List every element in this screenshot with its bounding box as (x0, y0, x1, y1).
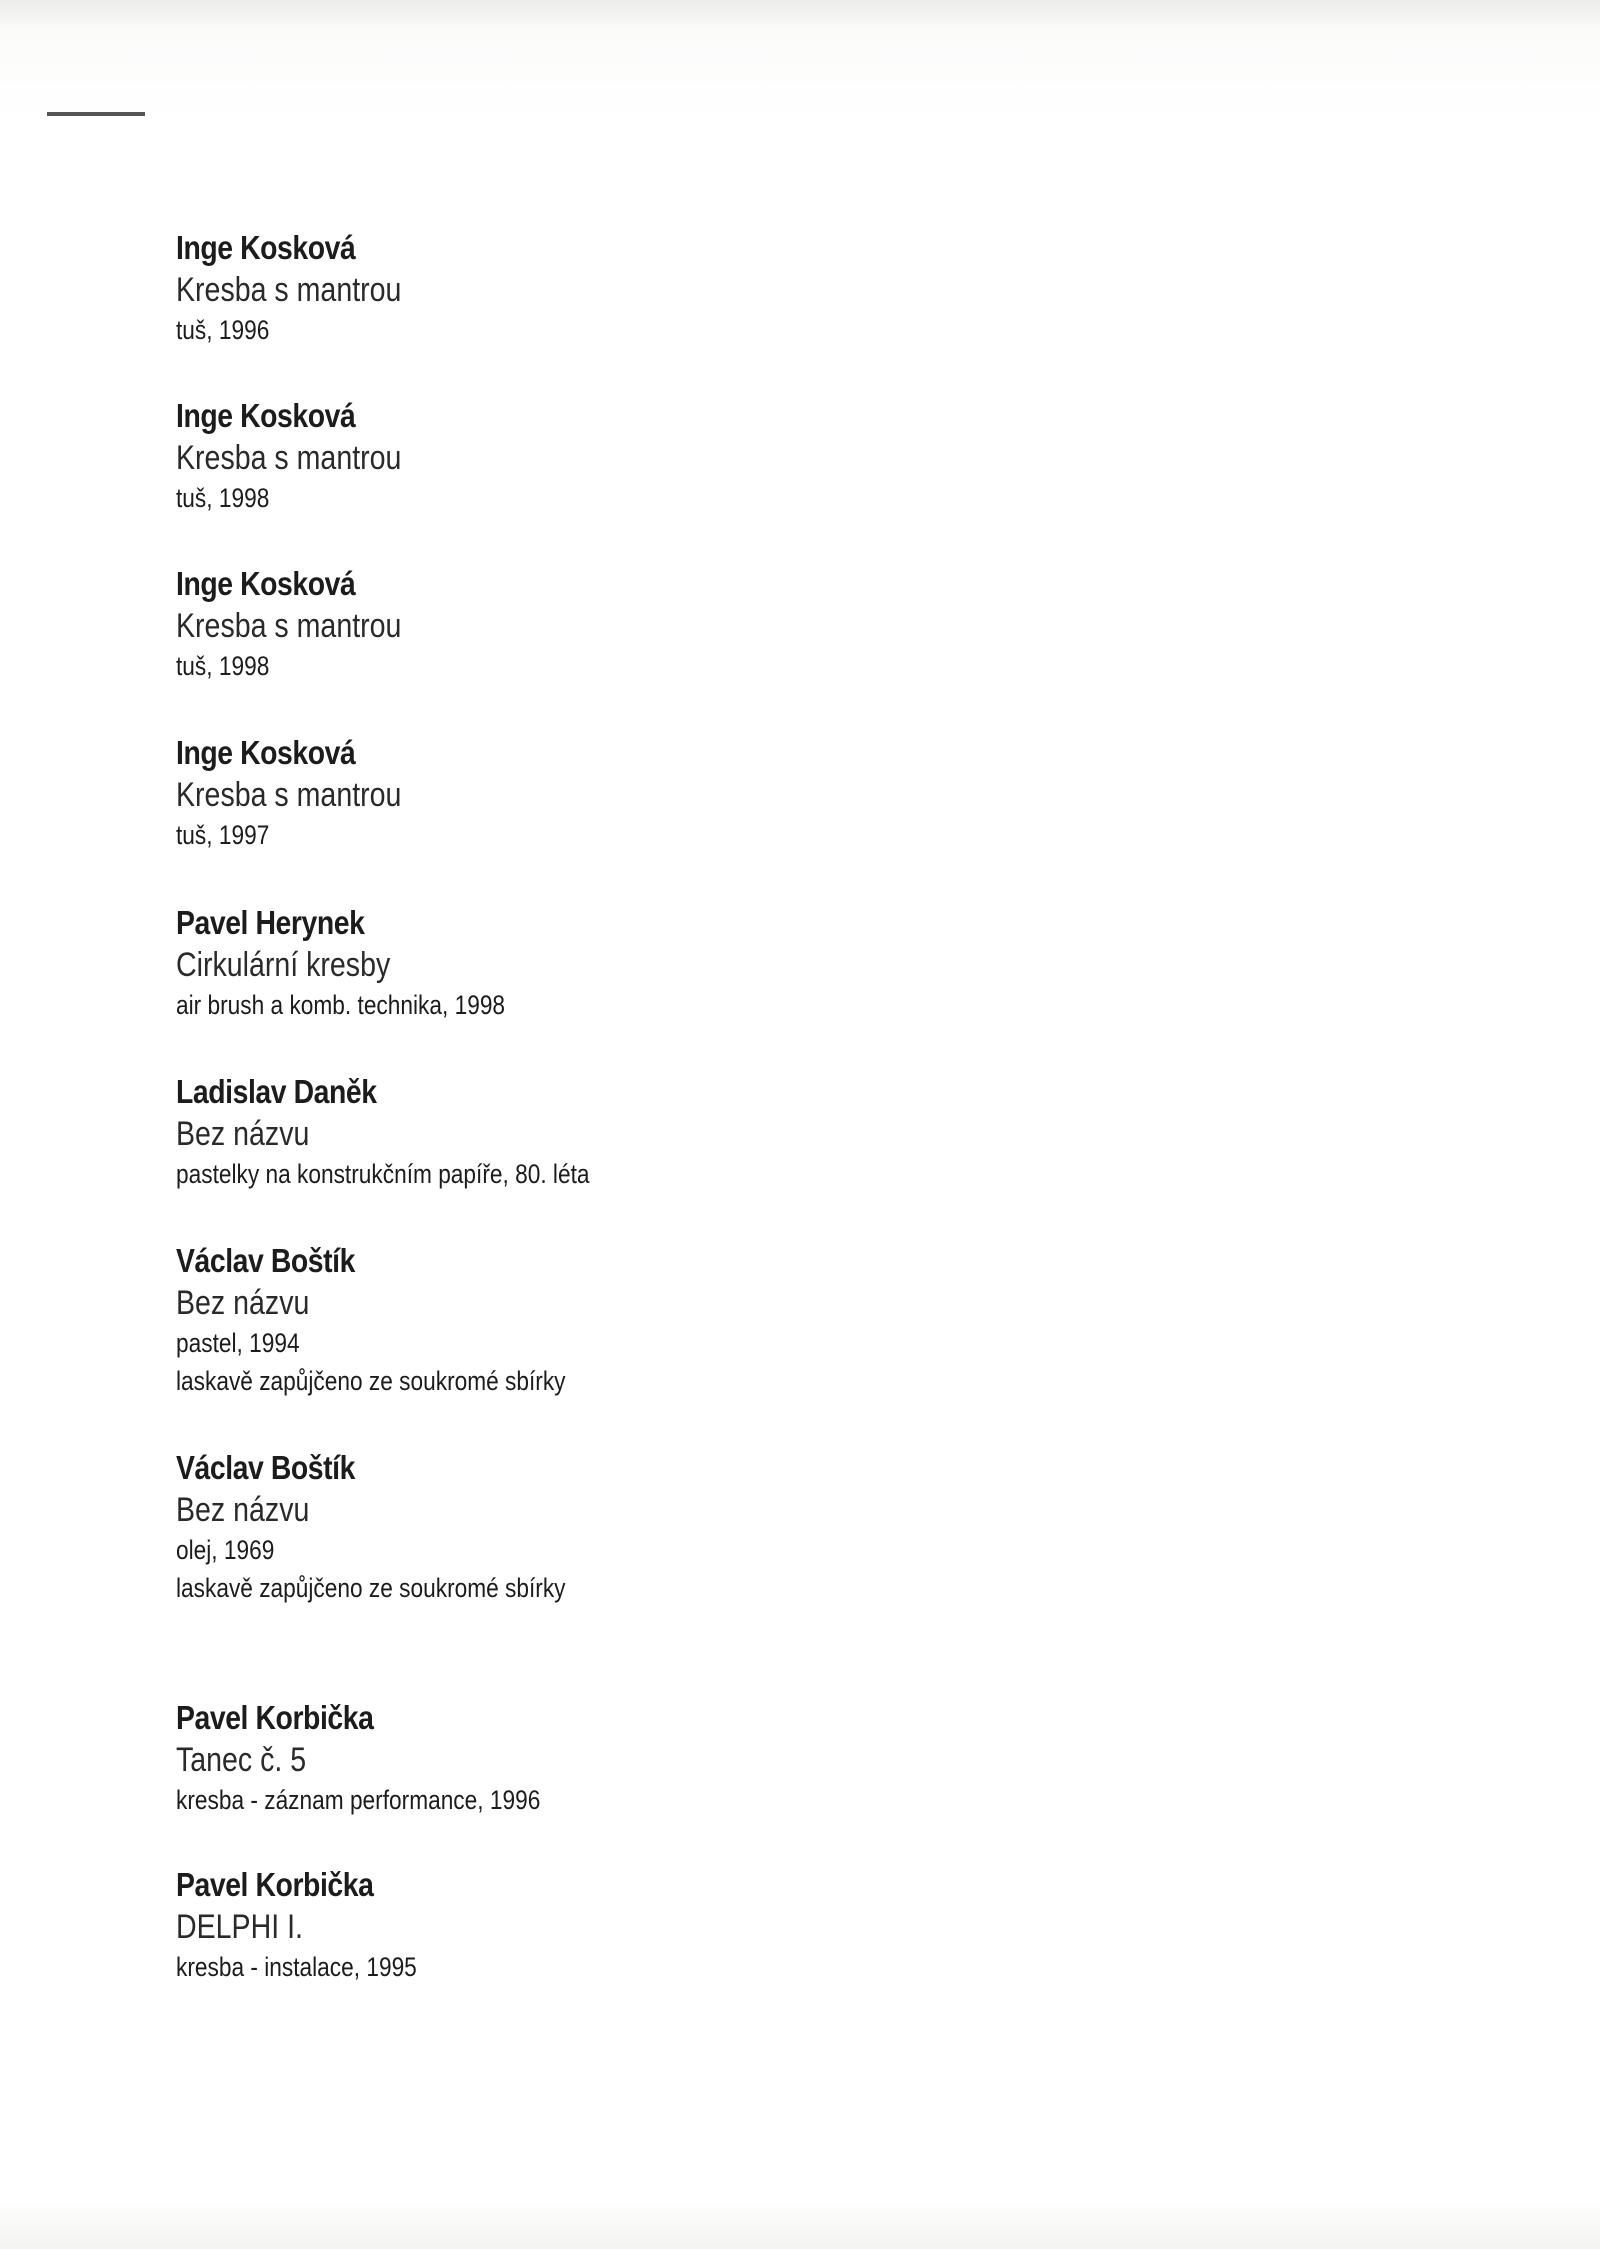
artwork-entry (176, 1240, 876, 1400)
artist-name: Pavel Korbička (176, 1699, 374, 1736)
artist-name: Pavel Korbička (176, 1866, 374, 1903)
artwork-details: kresba - záznam performance, 1996 (176, 1785, 541, 1815)
artwork-title: Kresba s mantrou (176, 271, 402, 309)
artwork-title: Kresba s mantrou (176, 439, 402, 477)
top-rule (47, 112, 145, 116)
artist-name: Inge Kosková (176, 397, 356, 434)
artwork-details: tuš, 1996 (176, 315, 270, 345)
artwork-title: Kresba s mantrou (176, 607, 402, 645)
artwork-title: Tanec č. 5 (176, 1741, 307, 1779)
artwork-details: tuš, 1998 (176, 483, 270, 513)
artwork-entry (176, 563, 876, 685)
artist-name: Inge Kosková (176, 565, 356, 602)
artwork-details: tuš, 1998 (176, 651, 270, 681)
artist-name: Inge Kosková (176, 229, 356, 266)
artwork-details: pastel, 1994 (176, 1328, 300, 1358)
artwork-entry (176, 732, 876, 854)
artwork-details: pastelky na konstrukčním papíře, 80. léta (176, 1159, 590, 1189)
artwork-entry (176, 1071, 876, 1193)
artist-name: Inge Kosková (176, 734, 356, 771)
artwork-entry (176, 227, 876, 349)
artwork-title: Kresba s mantrou (176, 776, 402, 814)
artwork-entry (176, 902, 876, 1024)
artwork-entry (176, 1447, 876, 1607)
artwork-title: Bez názvu (176, 1115, 310, 1153)
artwork-title: DELPHI I. (176, 1908, 303, 1946)
artwork-details: air brush a komb. technika, 1998 (176, 990, 506, 1020)
artwork-details: tuš, 1997 (176, 820, 270, 850)
artwork-entry (176, 395, 876, 517)
artwork-details: kresba - instalace, 1995 (176, 1952, 417, 1982)
artist-name: Václav Boštík (176, 1242, 355, 1279)
artist-name: Pavel Herynek (176, 904, 365, 941)
artist-name: Ladislav Daněk (176, 1073, 377, 1110)
artwork-title: Bez názvu (176, 1491, 310, 1529)
artist-name: Václav Boštík (176, 1449, 355, 1486)
artwork-entry (176, 1697, 876, 1819)
loan-note: laskavě zapůjčeno ze soukromé sbírky (176, 1366, 566, 1396)
artwork-entry (176, 1864, 876, 1986)
artwork-title: Bez názvu (176, 1284, 310, 1322)
loan-note: laskavě zapůjčeno ze soukromé sbírky (176, 1573, 566, 1603)
artwork-title: Cirkulární kresby (176, 946, 391, 984)
artwork-details: olej, 1969 (176, 1535, 275, 1565)
